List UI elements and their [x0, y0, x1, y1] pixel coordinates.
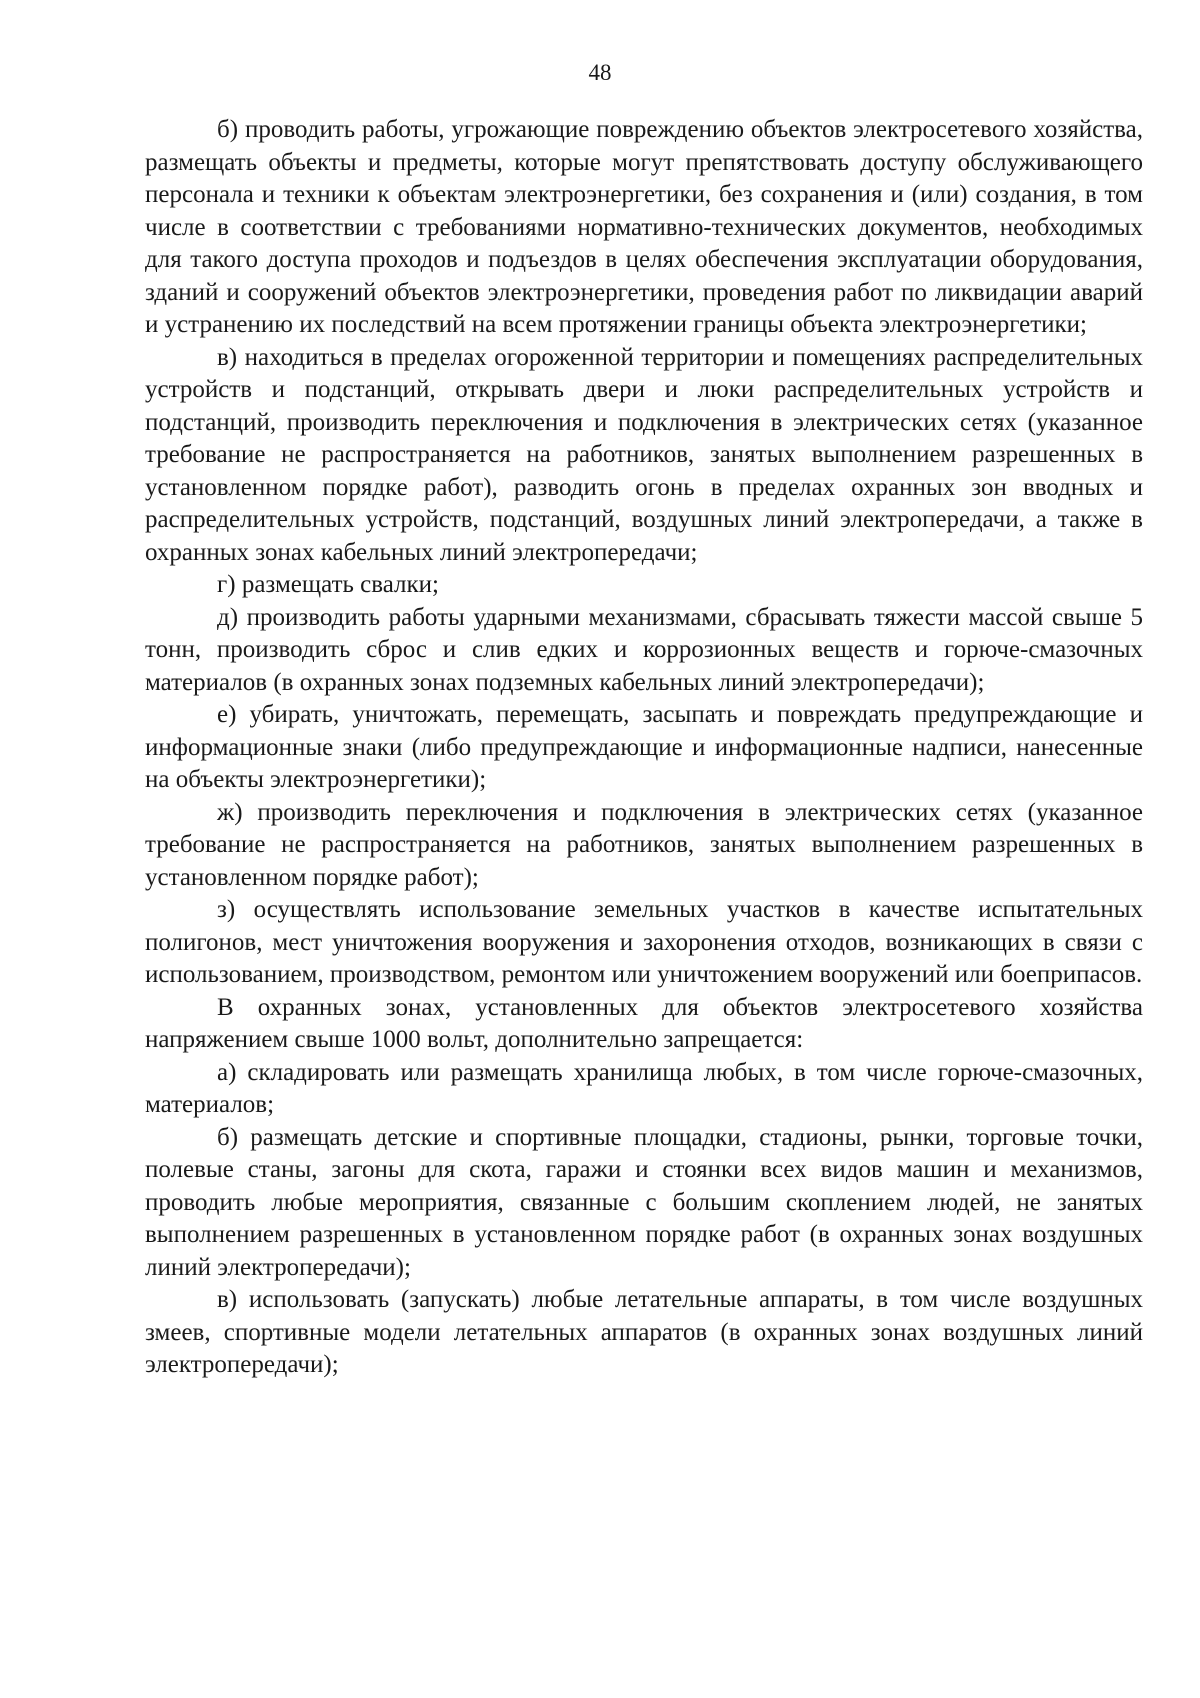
paragraph-item-a-1000v: а) складировать или размещать хранилища любых, в том числе горюче-смазочных, материалов; — [145, 1058, 1143, 1118]
paragraph-item-b: б) проводить работы, угрожающие повреждению объектов электросетевого хозяйства, размещать объекты и предметы, которые могут препятствовать доступу обслуживающего персонала и техники к объектам электроэнергетики, без сохранения и (или) создания, в том числе в соответствии с требованиями нормативно-технических документов, необходимых для такого доступа проходов и подъездов в целях обеспечения эксплуатации оборудования, зданий и сооружений объектов электроэнергетики, проведения работ по ликвидации аварий и устранению их последствий на всем протяжении границы объекта электроэнергетики; — [145, 116, 1143, 338]
paragraph-item-zh: ж) производить переключения и подключения в электрических сетях (указанное требование не распространяется на работников, занятых выполнением разрешенных в установленном порядке работ); — [145, 798, 1143, 891]
paragraph-item-d: д) производить работы ударными механизмами, сбрасывать тяжести массой свыше 5 тонн, производить сброс и слив едких и коррозионных веществ и горюче-смазочных материалов (в охранных зонах подземных кабельных линий электропередачи); — [145, 603, 1143, 696]
paragraph-intro-1000v: В охранных зонах, установленных для объектов электросетевого хозяйства напряжением свыше 1000 вольт, дополнительно запрещается: — [145, 993, 1143, 1053]
document-body — [145, 114, 1143, 1382]
paragraph-item-g: г) размещать свалки; — [217, 571, 439, 598]
page-number: 48 — [588, 60, 612, 85]
paragraph-item-e: е) убирать, уничтожать, перемещать, засыпать и повреждать предупреждающие и информационные знаки (либо предупреждающие и информационные надписи, нанесенные на объекты электроэнергетики); — [145, 701, 1143, 793]
paragraph-item-v: в) находиться в пределах огороженной территории и помещениях распределительных устройств и подстанций, открывать двери и люки распределительных устройств и подстанций, производить переключения и подключения в электрических сетях (указанное требование не распространяется на работников, занятых выполнением разрешенных в установленном порядке работ), разводить огонь в пределах охранных зон вводных и распределительных устройств, подстанций, воздушных линий электропередачи, а также в охранных зонах кабельных линий электропередачи; — [145, 343, 1143, 566]
paragraph-item-b-1000v: б) размещать детские и спортивные площадки, стадионы, рынки, торговые точки, полевые станы, загоны для скота, гаражи и стоянки всех видов машин и механизмов, проводить любые мероприятия, связанные с большим скоплением людей, не занятых выполнением разрешенных в установленном порядке работ (в охранных зонах воздушных линий электропередачи); — [145, 1123, 1143, 1281]
paragraph-item-v-1000v: в) использовать (запускать) любые летательные аппараты, в том числе воздушных змеев, спортивные модели летательных аппаратов (в охранных зонах воздушных линий электропередачи); — [145, 1286, 1143, 1378]
paragraph-item-z: з) осуществлять использование земельных участков в качестве испытательных полигонов, мест уничтожения вооружения и захоронения отходов, возникающих в связи с использованием, производством, ремонтом или уничтожением вооружений или боеприпасов. — [145, 896, 1143, 988]
